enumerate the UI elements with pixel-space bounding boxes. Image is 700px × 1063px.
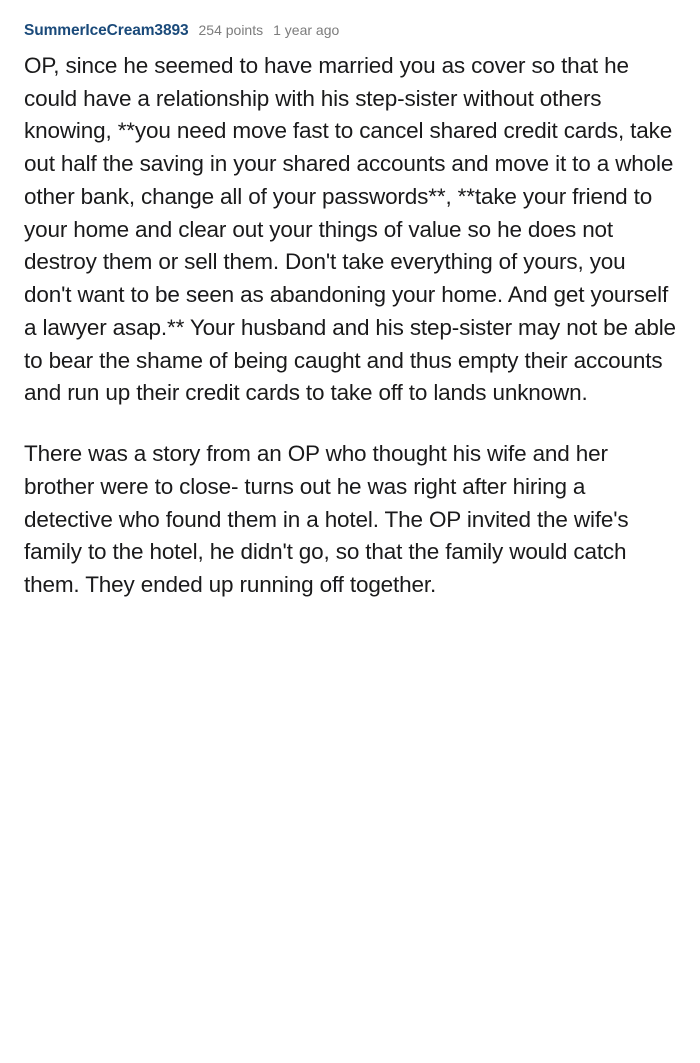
- comment-paragraph-1: OP, since he seemed to have married you as cover so that he could have a relationship with his step-sister without others knowing, **you need move fast to cancel shared credit cards, take out half the saving in your shared accounts and move it to a whole other bank, change all of your passwords**, **take your friend to your home and clear out your things of value so he does not destroy them or sell them. Don't take everything of yours, you don't want to be seen as abandoning your home. And get yourself a lawyer asap.** Your husband and his step-sister may not be able to bear the shame of being caught and thus empty their accounts and run up their credit cards to take off to lands unknown.: [24, 53, 676, 406]
- comment-author[interactable]: SummerIceCream3893: [24, 22, 189, 39]
- comment-paragraph-2: There was a story from an OP who thought his wife and her brother were to close- turns out he was right after hiring a detective who found them in a hotel. The OP invited the wife's family to the hotel, he didn't go, so that the family would catch them. They ended up running off together.: [24, 441, 629, 598]
- comment-points: 254 points: [198, 22, 264, 38]
- comment-timestamp: 1 year ago: [273, 22, 340, 38]
- comment-header: [24, 22, 676, 40]
- comment-body: [24, 50, 676, 602]
